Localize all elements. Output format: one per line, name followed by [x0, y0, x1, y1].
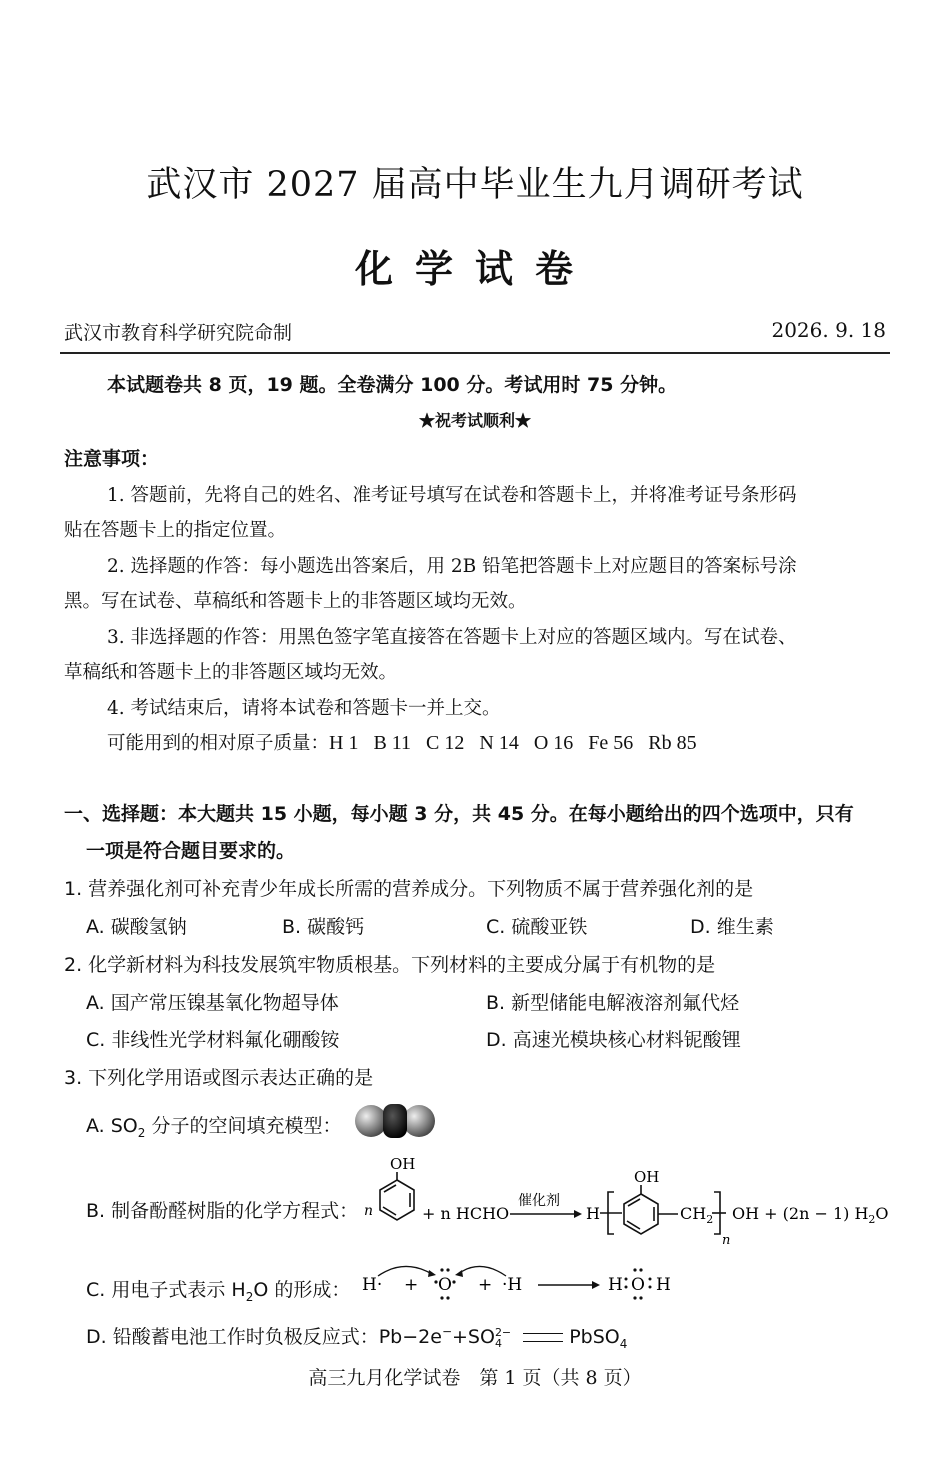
exam-date: 2026. 9. 18 — [771, 318, 886, 342]
arrow-head-left — [428, 1270, 436, 1277]
question-1-option-d: D. 维生素 — [690, 916, 774, 938]
product-o: O — [631, 1275, 645, 1295]
option-c-subscript: 2 — [245, 1289, 254, 1304]
question-3-option-d — [86, 1322, 627, 1351]
option-a-label: 分子的空间填充模型： — [145, 1115, 342, 1137]
question-2-option-d: D. 高速光模块核心材料铌酸锂 — [486, 1029, 741, 1051]
phenol-ring — [380, 1172, 414, 1220]
formaldehyde-term: + n HCHO — [422, 1204, 510, 1223]
notice-title: 注意事项： — [64, 448, 160, 470]
question-1-option-b: B. 碳酸钙 — [282, 916, 365, 938]
header-rule — [60, 352, 890, 354]
hydrogen-right: ·H — [502, 1275, 523, 1295]
oxygen-atom-right — [403, 1105, 435, 1137]
polymer-ring — [624, 1185, 678, 1234]
oxygen-atom-left — [355, 1105, 387, 1137]
question-3-option-c — [86, 1275, 350, 1304]
notice-item-1-line-2: 贴在答题卡上的指定位置。 — [64, 520, 287, 541]
question-2-option-a: A. 国产常压镍基氧化物超导体 — [86, 992, 339, 1014]
question-1-option-a: A. 碳酸氢钠 — [86, 916, 187, 938]
equation-tail — [732, 1204, 889, 1226]
water-electron-dot-formation — [358, 1260, 688, 1304]
polymer-ch2 — [680, 1204, 713, 1226]
catalyst-label: 催化剂 — [518, 1193, 560, 1209]
notice-item-1-line-1: 1. 答题前，先将自己的姓名、准考证号填写在试卷和答题卡上，并将准考证号条形码 — [107, 485, 797, 506]
polymer-degree: n — [722, 1233, 731, 1248]
notice-item-3-line-1: 3. 非选择题的作答：用黑色签字笔直接答在答题卡上对应的答题区域内。写在试卷、 — [107, 627, 797, 648]
reaction-arrow-head — [574, 1210, 582, 1218]
formation-arrow-head — [592, 1281, 600, 1289]
notice-item-2-line-1: 2. 选择题的作答：每小题选出答案后，用 2B 铅笔把答题卡上对应题目的答案标号涂 — [107, 556, 797, 577]
polymer-end-h: H — [586, 1204, 600, 1223]
question-1-stem: 1. 营养强化剂可补充青少年成长所需的营养成分。下列物质不属于营养强化剂的是 — [64, 878, 754, 900]
tail-text: OH + (2n − 1) H — [732, 1204, 869, 1223]
product-h-right: H — [656, 1275, 671, 1295]
sulfate-subscript: 4 — [494, 1336, 502, 1350]
option-c-prefix: C. 用电子式表示 H — [86, 1279, 246, 1301]
equals-sign — [523, 1333, 563, 1342]
atomic-masses — [107, 729, 697, 755]
ch2-subscript: 2 — [706, 1213, 714, 1226]
exam-title: 武汉市 2027 届高中毕业生九月调研考试 — [146, 165, 804, 205]
plus-1: + — [404, 1275, 419, 1295]
water-o: O — [875, 1204, 889, 1223]
phenol-formaldehyde-equation — [360, 1152, 889, 1252]
electron-charge: − — [441, 1324, 452, 1339]
question-3-option-a — [86, 1111, 341, 1140]
atomic-masses-label: 可能用到的相对原子质量： — [107, 733, 330, 754]
section-1-header-line-2: 一项是符合题目要求的。 — [86, 840, 296, 862]
hydrogen-left: H· — [362, 1275, 383, 1295]
product-h-left: H — [608, 1275, 623, 1295]
exam-info: 本试题卷共 8 页，19 题。全卷满分 100 分。考试用时 75 分钟。 — [107, 374, 678, 396]
page-footer: 高三九月化学试卷 第 1 页（共 8 页） — [308, 1367, 642, 1389]
option-d-sulfate: +SO — [452, 1326, 495, 1348]
option-d-product: PbSO — [569, 1326, 620, 1348]
section-1-header-line-1: 一、选择题：本大题共 15 小题，每小题 3 分，共 45 分。在每小题给出的四个选项中，只有 — [64, 803, 854, 825]
sulfur-atom — [383, 1104, 407, 1138]
so2-space-filling-model — [354, 1102, 436, 1140]
option-a-formula: A. SO — [86, 1115, 138, 1137]
option-a-subscript: 2 — [137, 1125, 146, 1140]
question-2-option-b: B. 新型储能电解液溶剂氟代烃 — [486, 992, 740, 1014]
notice-item-4: 4. 考试结束后，请将本试卷和答题卡一并上交。 — [107, 698, 501, 719]
polymer-oh-label: OH — [634, 1168, 660, 1186]
question-2-option-c: C. 非线性光学材料氟化硼酸铵 — [86, 1029, 340, 1051]
option-c-suffix: O 的形成： — [253, 1279, 351, 1301]
notice-item-3-line-2: 草稿纸和答题卡上的非答题区域均无效。 — [64, 662, 398, 683]
product-subscript: 4 — [619, 1336, 628, 1351]
question-3-stem: 3. 下列化学用语或图示表达正确的是 — [64, 1067, 374, 1089]
arrow-head-right — [455, 1270, 463, 1277]
phenol-coefficient: n — [364, 1203, 374, 1219]
plus-2: + — [478, 1275, 493, 1295]
question-2-stem: 2. 化学新材料为科技发展筑牢物质根基。下列材料的主要成分属于有机物的是 — [64, 954, 716, 976]
atomic-masses-values: H 1 B 11 C 12 N 14 O 16 Fe 56 Rb 85 — [329, 732, 697, 754]
water-subscript: 2 — [868, 1213, 876, 1226]
issuing-org: 武汉市教育科学研究院命制 — [64, 322, 293, 344]
sulfate-charge: 2− — [494, 1325, 512, 1339]
question-1-option-c: C. 硫酸亚铁 — [486, 916, 588, 938]
option-d-prefix: D. 铅酸蓄电池工作时负极反应式：Pb−2e — [86, 1326, 442, 1348]
notice-item-2-line-2: 黑。写在试卷、草稿纸和答题卡上的非答题区域均无效。 — [64, 591, 527, 612]
phenol-oh-label: OH — [390, 1155, 416, 1173]
good-luck-banner: ★祝考试顺利★ — [418, 411, 531, 430]
oxygen-center: O — [438, 1275, 452, 1295]
ch2-text: CH — [680, 1204, 707, 1223]
exam-subject: 化学试卷 — [354, 246, 595, 291]
sulfate-indices — [495, 1327, 511, 1349]
question-3-option-b-label: B. 制备酚醛树脂的化学方程式： — [86, 1200, 359, 1222]
